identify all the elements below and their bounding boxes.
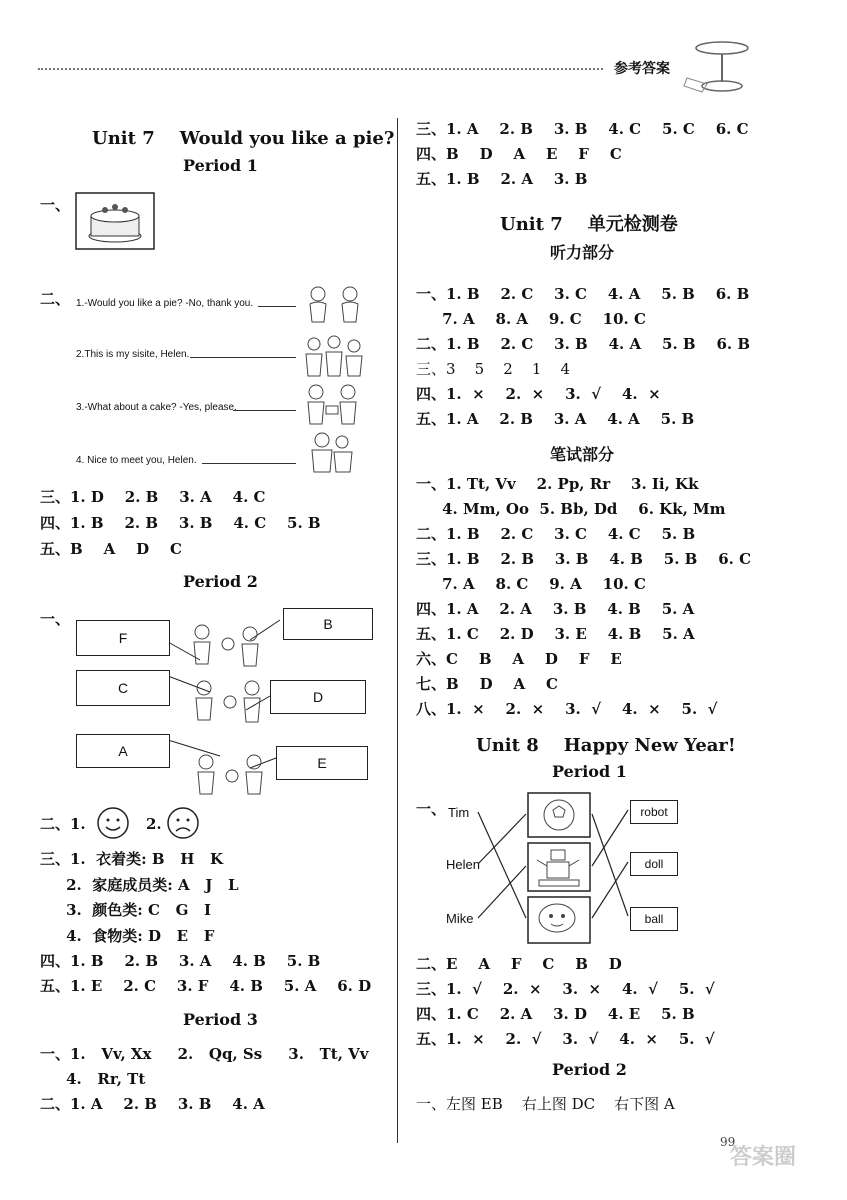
p1-answer-line-3: 三、1. D 2. B 3. A 4. C: [40, 488, 266, 506]
p2-answer-line-6: 五、1. E 2. C 3. F 4. B 5. A 6. D: [40, 977, 372, 995]
name-helen: Helen: [446, 857, 480, 872]
animals-sketch-2-icon: [190, 676, 270, 726]
animals-sketch-1-icon: [188, 620, 268, 670]
bubble-box-5: A: [76, 734, 170, 768]
written-line-2: 4. Mm, Oo 5. Bb, Dd 6. Kk, Mm: [416, 500, 726, 518]
cake-picture-icon: [75, 192, 155, 250]
written-line-1: 一、1. Tt, Vv 2. Pp, Rr 3. Ii, Kk: [416, 475, 699, 493]
p1-q1-label: 一、: [40, 196, 71, 214]
header-rule: [38, 68, 603, 70]
unit7-title: Unit 7 Would you like a pie?: [92, 128, 395, 149]
robot-picture-icon: [527, 842, 591, 892]
unit8-period2-title: Period 2: [552, 1060, 627, 1079]
p2-q2-second-label: 2.: [146, 815, 162, 833]
p2-answer-line-4: 4. 食物类: D E F: [40, 927, 215, 945]
meeting-sketch-icon: [302, 430, 360, 474]
written-line-9: 七、B D A C: [416, 675, 558, 693]
p1-q2-label: 二、: [40, 290, 71, 308]
sentence-2: 2.This is my sisite, Helen.: [76, 349, 190, 360]
listening-line-4: 三、3 5 2 1 4: [416, 360, 571, 378]
word-robot: robot: [630, 800, 678, 824]
written-line-8: 六、C B A D F E: [416, 650, 622, 668]
sentence-3: 3.-What about a cake? -Yes, please.: [76, 402, 237, 413]
u8-answer-line-2: 三、1. √ 2. × 3. × 4. √ 5. √: [416, 980, 715, 998]
word-ball: ball: [630, 907, 678, 931]
u8-q1-label: 一、: [416, 800, 447, 818]
bubble-box-2: B: [283, 608, 373, 640]
listening-line-5: 四、1. × 2. × 3. √ 4. ×: [416, 385, 661, 403]
name-tim: Tim: [448, 805, 470, 820]
listening-line-6: 五、1. A 2. B 3. A 4. A 5. B: [416, 410, 695, 428]
period3-title: Period 3: [183, 1010, 258, 1029]
animals-sketch-3-icon: [192, 750, 272, 798]
happy-face-icon: [96, 806, 130, 840]
rc-top-line-2: 四、B D A E F C: [416, 145, 622, 163]
p3-answer-line-3: 二、1. A 2. B 3. B 4. A: [40, 1095, 265, 1113]
p2-answer-line-2: 2. 家庭成员类: A J L: [40, 876, 239, 894]
written-line-4: 三、1. B 2. B 3. B 4. B 5. B 6. C: [416, 550, 752, 568]
ball-picture-icon: [527, 792, 591, 838]
listening-line-3: 二、1. B 2. C 3. B 4. A 5. B 6. B: [416, 335, 751, 353]
written-line-3: 二、1. B 2. C 3. C 4. C 5. B: [416, 525, 696, 543]
written-section-title: 笔试部分: [550, 445, 615, 464]
children-sketch-icon: [300, 284, 368, 324]
listening-section-title: 听力部分: [550, 243, 615, 262]
sad-face-icon: [166, 806, 200, 840]
written-line-7: 五、1. C 2. D 3. E 4. B 5. A: [416, 625, 695, 643]
bubble-box-1: F: [76, 620, 170, 656]
cake-offer-sketch-icon: [300, 382, 368, 426]
p3-answer-line-1: 一、1. Vv, Xx 2. Qq, Ss 3. Tt, Vv: [40, 1045, 369, 1063]
unit8-period1-title: Period 1: [552, 762, 627, 781]
name-mike: Mike: [446, 911, 474, 926]
answer-blank-2: [190, 357, 296, 358]
sentence-1: 1.-Would you like a pie? -No, thank you.: [76, 298, 254, 309]
bubble-box-4: D: [270, 680, 366, 714]
listening-line-2: 7. A 8. A 9. C 10. C: [416, 310, 646, 328]
word-doll: doll: [630, 852, 678, 876]
header-title: 参考答案: [614, 61, 670, 77]
p2-answer-line-5: 四、1. B 2. B 3. A 4. B 5. B: [40, 952, 321, 970]
watermark-logo: 答案圈: [730, 1145, 797, 1170]
p2-answer-line-1: 三、1. 衣着类: B H K: [40, 850, 224, 868]
written-line-10: 八、1. × 2. × 3. √ 4. × 5. √: [416, 700, 718, 718]
written-line-5: 7. A 8. C 9. A 10. C: [416, 575, 646, 593]
p1-answer-line-4: 四、1. B 2. B 3. B 4. C 5. B: [40, 514, 321, 532]
listening-line-1: 一、1. B 2. C 3. C 4. A 5. B 6. B: [416, 285, 750, 303]
p2-q1-label: 一、: [40, 610, 71, 628]
u8-answer-line-1: 二、E A F C B D: [416, 955, 622, 973]
p2-q2-label: 二、1.: [40, 815, 86, 833]
page-number: 99: [720, 1135, 736, 1149]
doll-picture-icon: [527, 896, 591, 944]
period2-title: Period 2: [183, 572, 258, 591]
rc-top-line-3: 五、1. B 2. A 3. B: [416, 170, 588, 188]
bubble-box-3: C: [76, 670, 170, 706]
desk-lamp-decoration-icon: [682, 38, 752, 98]
column-divider: [397, 118, 398, 1143]
written-line-6: 四、1. A 2. A 3. B 4. B 5. A: [416, 600, 695, 618]
u8-answer-line-3: 四、1. C 2. A 3. D 4. E 5. B: [416, 1005, 695, 1023]
bubble-box-6: E: [276, 746, 368, 780]
p2-answer-line-3: 3. 颜色类: C G I: [40, 901, 212, 919]
rc-top-line-1: 三、1. A 2. B 3. B 4. C 5. C 6. C: [416, 120, 749, 138]
sentence-4: 4. Nice to meet you, Helen.: [76, 455, 197, 466]
u8-p2-answer-line: 一、左图 EB 右上图 DC 右下图 A: [416, 1095, 675, 1113]
p3-answer-line-2: 4. Rr, Tt: [40, 1070, 146, 1088]
unit7-test-title: Unit 7 单元检测卷: [500, 214, 678, 235]
answer-blank-1: [258, 306, 296, 307]
answer-blank-3: [233, 410, 296, 411]
unit8-title: Unit 8 Happy New Year!: [476, 735, 736, 756]
family-sketch-icon: [300, 334, 368, 378]
p1-answer-line-5: 五、B A D C: [40, 540, 182, 558]
period1-title: Period 1: [183, 156, 258, 175]
u8-answer-line-4: 五、1. × 2. √ 3. √ 4. × 5. √: [416, 1030, 715, 1048]
answer-blank-4: [202, 463, 296, 464]
